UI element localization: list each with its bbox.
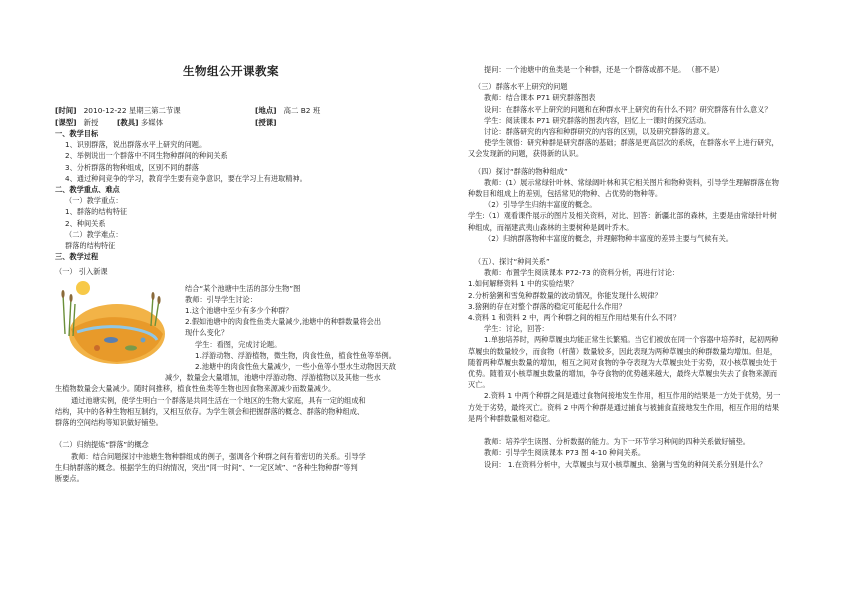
section4-line: （2）引导学生归纳丰富度的概念。 [484, 200, 597, 210]
right-column [468, 64, 814, 470]
section5-line: 1.单独培养时，两种草履虫均能正常生长繁殖。当它们被放在同一个容器中培养时，起初两种 [484, 335, 779, 345]
meta-row-2 [55, 117, 407, 128]
section5-line: 3.猞猁的存在对整个群落的稳定可能起什么作用？ [468, 301, 626, 311]
section4-line: 种组成，而福建武夷山森林的主要树种是阔叶乔木。 [468, 222, 634, 232]
section4-line: 教师：(1）展示常绿针叶林、常绿阔叶林和其它相关图片和物种资料，引导学生理解群落在物 [484, 177, 779, 187]
goal-item: 4、通过种间竞争的学习，教育学生要有竞争意识，要在学习上有进取精神。 [65, 173, 307, 183]
section3-line: 使学生领悟：研究种群是研究群落的基础；群落是更高层次的系统，在群落水平上进行研究， [484, 138, 779, 148]
key-item: 1、群落的结构特征 [65, 207, 128, 217]
section5-line: 1.如何解释资料 1 中的实验结果？ [468, 279, 578, 289]
section5-line: 学生：讨论，回答： [484, 324, 549, 334]
section4-line: 学生:（1）观看课件展示的图片及相关资料，对比、回答：新疆北部的森林，主要是由常绿针叶树 [468, 211, 777, 221]
intro-line: 群落的空间结构等知识做好铺垫。 [55, 418, 163, 428]
aids-label: [教具] [117, 117, 139, 127]
intro-line: 教师：引导学生讨论： [185, 294, 257, 304]
difficulty-item: 群落的结构特征 [65, 241, 116, 251]
intro-line: 1.浮游动物、浮游植物，微生物，肉食性鱼，植食性鱼等举例。 [195, 350, 396, 360]
intro-line: 结构，其中的各种生物相互制约，又相互依存。为学生领会和把握群落的概念、群落的物种组成、 [55, 406, 365, 416]
section5-line: 优势。随着双小核草履虫数量的增加，争夺食物的优势越来越大，最终大草履虫失去了食物来源而 [468, 369, 778, 379]
section5-line: 灭亡。 [468, 380, 490, 390]
section3-line: 教师：结合课本 P71 研究群落图表 [484, 93, 596, 103]
section5-line: 教师：布置学生阅读课本 P72-73 的资料分析，再进行讨论： [484, 268, 680, 278]
section5-heading: （五）、探讨“种间关系” [474, 257, 550, 267]
meta-row-1 [55, 105, 407, 116]
intro-line: 学生：看图，完成讨论题。 [195, 339, 282, 349]
page-title: 生物组公开课教案 [183, 64, 279, 78]
closing-line: 设问： 1.在资料分析中，大草履虫与双小核草履虫、猞猁与雪兔的种间关系分别是什么？ [484, 459, 767, 469]
intro-section [55, 266, 407, 428]
closing-line: 教师：引导学生阅读课本 P73 图 4-10 种间关系。 [484, 448, 646, 458]
intro-line: 2.池塘中的肉食性鱼大量减少，一些小鱼等小型水生动物因天敌 [195, 362, 396, 372]
goal-item: 2、举例说出一个群落中不同生物种群间的种间关系 [65, 151, 228, 161]
goals-heading: 一、教学目标 [55, 129, 99, 139]
intro-line: 减少，数量会大量增加，池塘中浮游动物、浮游植物以及其他一些水 [165, 373, 381, 383]
teacher-label: [授课] [255, 117, 277, 127]
concept-heading: （二）归纳提炼“群落”的概念 [55, 440, 149, 450]
intro-line: 2.假如池塘中的肉食性鱼类大量减少,池塘中的种群数量将会出 [185, 317, 382, 327]
section5-line: 2.资料 1 中两个种群之间是通过食物间接地发生作用，相互作用的结果是一方处于优势，另一 [484, 391, 781, 401]
section3-line: 设问：在群落水平上研究的问题和在种群水平上研究的有什么不同？研究群落有什么意义？ [484, 104, 772, 114]
difficulty-subheading: （二）教学难点： [65, 229, 123, 239]
section4-line: 种数目和组成上的差别，包括常见的物种、占优势的物种等。 [468, 189, 663, 199]
key-item: 2、种间关系 [65, 218, 106, 228]
concept-line: 教师：结合问题探讨中池塘生物种群组成的例子，强调各个种群之间有着密切的关系。引导学 [71, 451, 366, 461]
process-heading: 三、教学过程 [55, 252, 99, 262]
intro-line: 现什么变化？ [185, 328, 229, 338]
question-line: 提问：一个池塘中的鱼类是一个种群，还是一个群落或都不是。 （都不是） [484, 65, 724, 74]
section3-heading: （三）群落水平上研究的问题 [474, 82, 568, 92]
section5-line: 草履虫的数量较少，而食物（杆菌）数量较多，因此表现为两种草履虫的种群数量均增加。但是， [468, 346, 778, 356]
closing-line: 教师：培养学生读图、分析数据的能力。为下一环节学习种间的四种关系做好铺垫。 [484, 437, 750, 447]
concept-line: 断要点。 [55, 473, 84, 483]
concept-line: 生归纳群落的概念。根据学生的归纳情况，突出“同一时间”、“一定区域”、“各种生物种群”等判 [55, 462, 358, 472]
section5-line: 随着两种草履虫数量的增加，相互之间对食物的争夺表现为大草履虫处于劣势，双小核草履虫处于 [468, 357, 778, 367]
key-subheading: （一）教学重点： [65, 196, 123, 206]
keys-heading: 二、教学重点、难点 [55, 185, 120, 195]
aids-value: 多媒体 [140, 117, 164, 127]
intro-line: 1.这个池塘中至少有多少个种群？ [185, 306, 293, 316]
intro-line: 结合“某个池塘中生活的部分生物”图 [185, 283, 301, 293]
section5-line: 是两个种群数量相对稳定。 [468, 413, 555, 423]
left-column [55, 0, 407, 484]
section3-line: 学生：阅读课本 P71 研究群落的图表内容，回忆上一课时的探究活动。 [484, 115, 711, 125]
pond-ecosystem-image [57, 274, 165, 366]
section5-line: 2.分析猞猁和雪兔种群数量的波动情况，你能发现什么规律？ [468, 290, 662, 300]
pond-illustration [57, 274, 165, 366]
intro-heading: （一） 引入新课 [55, 267, 108, 277]
place-value: 高二 B2 班 [283, 106, 321, 116]
section4-line: （2）归纳群落物种丰富度的概念，并理解物种丰富度的差异主要与气候有关。 [484, 233, 733, 243]
section5-line: 方处于劣势，最终灭亡。资料 2 中两个种群是通过捕食与被捕食直接地发生作用，相互作用的结果 [468, 402, 780, 412]
time-label: [时间] [55, 106, 77, 116]
goal-item: 3、分析群落的物种组成，区别不同的群落 [65, 162, 199, 172]
section3-line: 讨论：群落研究的内容和种群研究的内容的区别，以及研究群落的意义。 [484, 127, 715, 137]
section4-heading: （四）探讨“群落的物种组成” [474, 166, 568, 176]
type-value: 新授 [83, 117, 99, 127]
goal-item: 1、识别群落，说出群落水平上研究的问题。 [65, 140, 207, 150]
type-label: [课型] [55, 117, 77, 127]
section5-line: 4.资料 1 和资料 2 中，两个种群之间的相互作用结果有什么不同？ [468, 313, 681, 323]
intro-line: 通过池塘实例，使学生明白一个群落是共同生活在一个地区的生物大家庭，具有一定的组成和 [71, 395, 366, 405]
intro-line: 生植物数量会大量减少。随时间推移，植食性鱼类等生物也因食物来源减少而数量减少。 [55, 384, 336, 394]
section3-line: 又会发现新的问题，获得新的认识。 [468, 149, 584, 159]
place-label: [地点] [255, 106, 277, 116]
time-value: 2010-12-22 星期三第二节课 [83, 106, 181, 116]
